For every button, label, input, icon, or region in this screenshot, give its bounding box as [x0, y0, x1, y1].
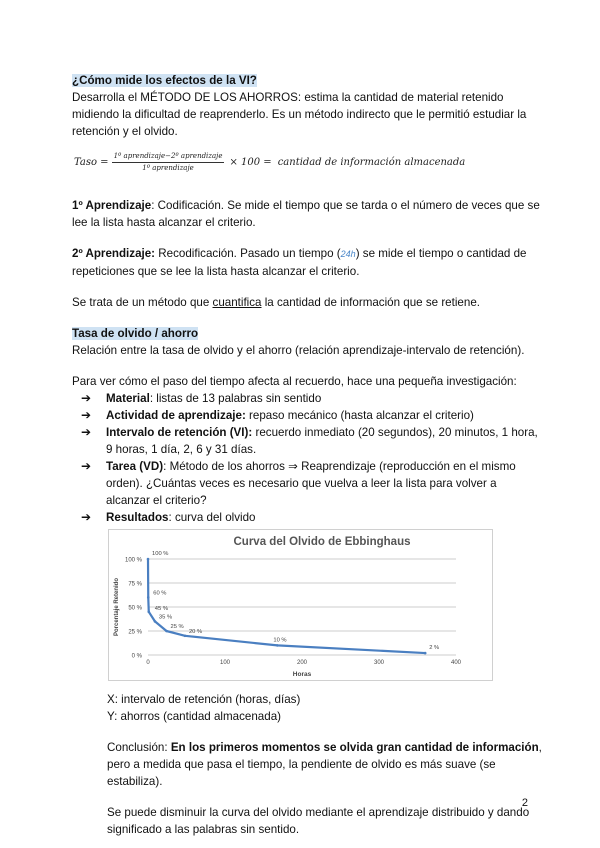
- paragraph-metodo: Desarrolla el MÉTODO DE LOS AHORROS: estima la cantidad de material retenido midiendo la dificultad de reaprenderlo. Es un método indirecto que le permitió estudiar la retención y el olvido.: [72, 91, 527, 138]
- data-label: 2 %: [429, 645, 440, 652]
- chart-svg: [108, 529, 493, 681]
- formula-fraction: [112, 152, 225, 173]
- formula-numerator: 1º aprendizaje−2º aprendizaje: [112, 152, 225, 163]
- data-point: [147, 611, 150, 614]
- bullet-list: [72, 390, 542, 526]
- formula-lhs: Taso =: [74, 156, 109, 168]
- data-point: [147, 558, 150, 561]
- list-item: ➔ Intervalo de retención (VI): recuerdo inmediato (20 segundos), 20 minutos, 1 hora, 9 horas, 1 día, 2, 6 y 31 días.: [81, 425, 538, 456]
- list-item: ➔ Resultados: curva del olvido: [81, 510, 256, 524]
- y-tick-label: 100 %: [124, 557, 142, 564]
- badge-24h: 24h: [340, 249, 356, 259]
- x-tick-label: 300: [373, 660, 385, 666]
- y-tick-label: 25 %: [128, 629, 142, 636]
- list-item: ➔ Tarea (VD): Método de los ahorros ⇒ Reaprendizaje (reproducción en el mismo orden). ¿Cuántas veces es necesario que vuelva a leer la lista para volver a alcanzar el criterio?: [81, 459, 516, 507]
- data-point: [276, 644, 279, 647]
- paragraph-lead: Para ver cómo el paso del tiempo afecta al recuerdo, hace una pequeña investigación:: [72, 375, 517, 388]
- data-point: [154, 620, 157, 623]
- document-page: [72, 72, 542, 838]
- arrow-icon: ➔: [81, 425, 92, 439]
- savings-formula: [74, 147, 542, 177]
- data-point: [165, 630, 168, 633]
- paragraph-second-learning: 2º Aprendizaje: Recodificación. Pasado un tiempo (24h) se mide el tiempo o cantidad de repeticiones que se lee la lista hasta alcanzar el criterio.: [72, 247, 527, 278]
- formula-rhs: cantidad de información almacenada: [277, 156, 466, 168]
- y-axis-label: Porcentaje Retenido: [114, 577, 120, 637]
- data-label: 10 %: [273, 637, 287, 644]
- paragraph-first-learning: 1º Aprendizaje: Codificación. Se mide el tiempo que se tarda o el número de veces que se lee la lista hasta alcanzar el criterio.: [72, 199, 540, 229]
- data-label: 60 %: [153, 590, 167, 597]
- section-title-ahorros: ¿Cómo mide los efectos de la VI?: [72, 74, 257, 87]
- x-tick-label: 100: [219, 660, 231, 666]
- note-x-axis: X: intervalo de retención (horas, días): [107, 693, 301, 706]
- y-tick-label: 0 %: [131, 653, 142, 660]
- formula-denominator: 1º aprendizaje: [142, 163, 194, 172]
- list-item: ➔ Actividad de aprendizaje: repaso mecánico (hasta alcanzar el criterio): [81, 408, 474, 422]
- data-label: 35 %: [158, 614, 173, 621]
- data-label: 25 %: [170, 624, 184, 630]
- data-label: 100 %: [152, 551, 169, 557]
- arrow-icon: ➔: [81, 510, 92, 524]
- forgetting-curve-chart: [108, 529, 493, 681]
- page-number: 2: [521, 797, 528, 809]
- note-y-axis: Y: ahorros (cantidad almacenada): [107, 710, 282, 723]
- y-tick-label: 50 %: [128, 605, 142, 612]
- x-tick-label: 0: [146, 660, 150, 666]
- data-point: [184, 635, 187, 638]
- x-tick-label: 200: [296, 660, 308, 666]
- chart-title: Curva del Olvido de Ebbinghaus: [233, 536, 411, 548]
- paragraph-conclusion: Conclusión: En los primeros momentos se olvida gran cantidad de información, pero a medida que pasa el tiempo, la pendiente de olvido es más suave (se estabiliza).: [107, 741, 542, 788]
- arrow-icon: ➔: [81, 408, 92, 422]
- section-title-tasa: Tasa de olvido / ahorro: [72, 327, 199, 340]
- data-label: 45 %: [154, 605, 168, 612]
- data-label: 20 %: [188, 628, 203, 635]
- paragraph-final: Se puede disminuir la curva del olvido mediante el aprendizaje distribuido y dando significado a las palabras sin sentido.: [107, 806, 530, 836]
- arrow-icon: ➔: [81, 459, 92, 473]
- formula-times: × 100 =: [229, 156, 272, 168]
- x-tick-label: 400: [450, 660, 462, 666]
- y-tick-label: 75 %: [128, 581, 142, 588]
- arrow-icon: ➔: [81, 391, 92, 405]
- x-axis-label: Horas: [292, 671, 312, 678]
- list-item: ➔ Material: listas de 13 palabras sin sentido: [81, 391, 322, 405]
- paragraph-intro: Relación entre la tasa de olvido y el ahorro (relación aprendizaje-intervalo de retención).: [72, 344, 525, 357]
- data-point: [147, 596, 150, 599]
- data-point: [424, 652, 427, 655]
- paragraph-quantify: Se trata de un método que cuantifica la cantidad de información que se retiene.: [72, 296, 480, 309]
